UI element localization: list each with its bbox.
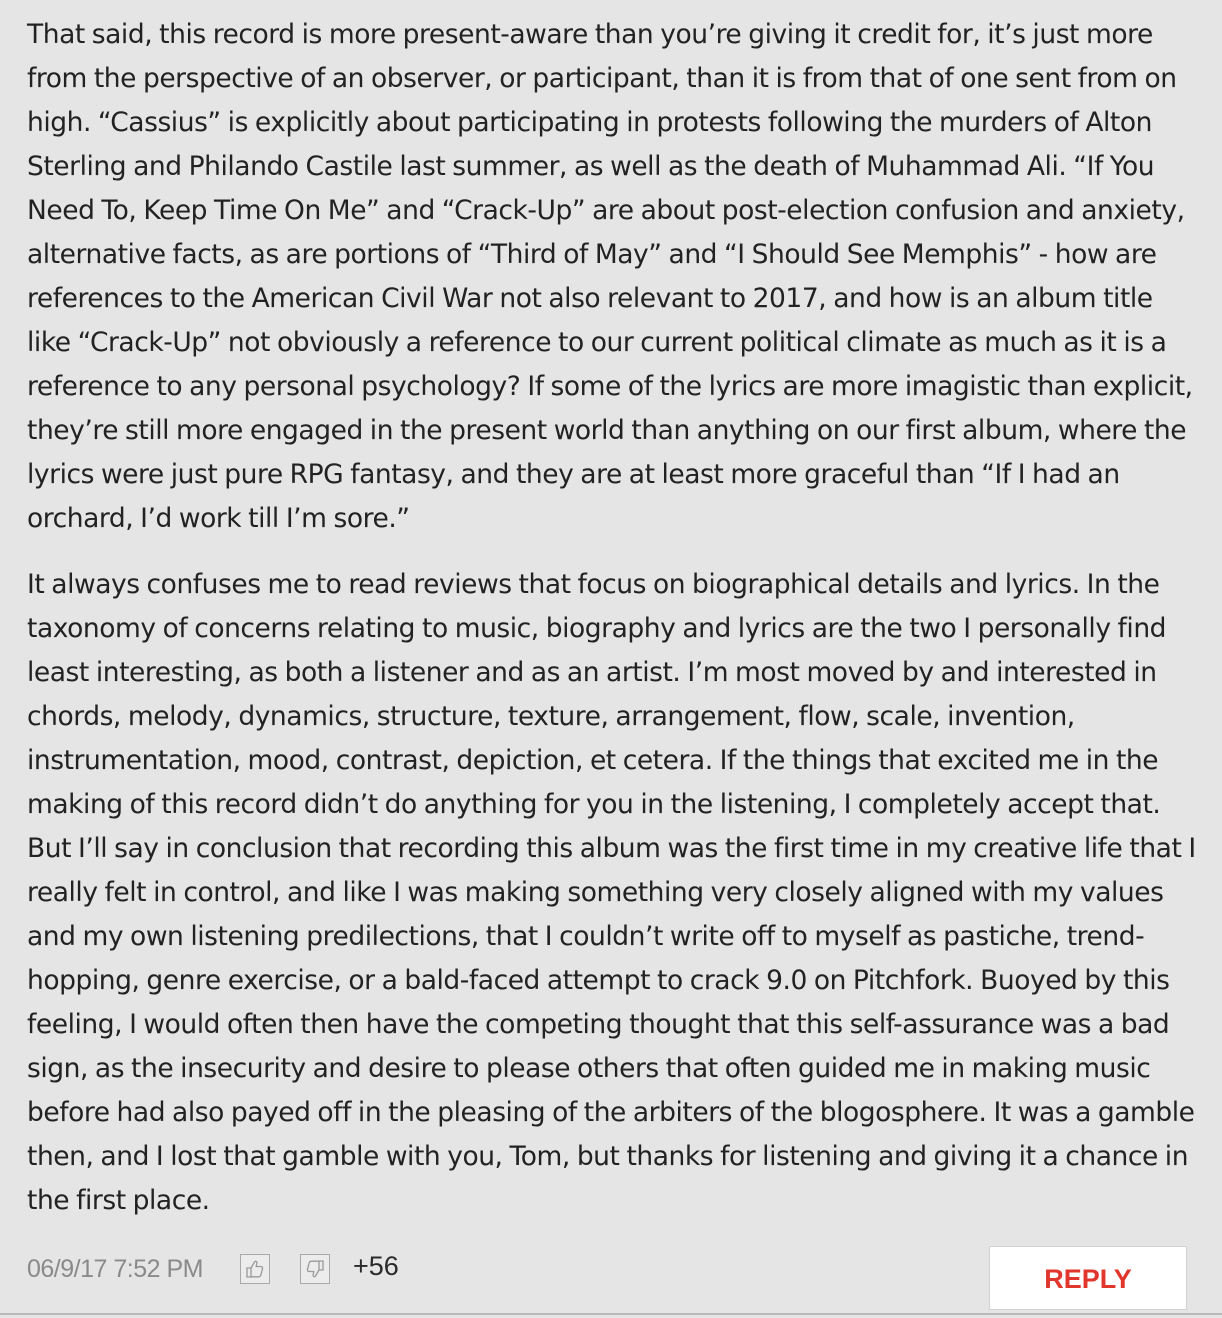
thumbs-up-icon	[243, 1257, 267, 1281]
comment-paragraph-1: That said, this record is more present-aware than you’re giving it credit for, it’s just more from the perspective of an observer, or participant, than it is from that of one sent from on high. “Cassius” is explicitly about participating in protests following the murders of Alton Sterling and Philando Castile last summer, as well as the death of Muhammad Ali. “If You Need To, Keep Time On Me” and “Crack-Up” are about post-election confusion and anxiety, alternative facts, as are portions of “Third of May” and “I Should See Memphis” - how are references to the American Civil War not also relevant to 2017, and how is an album title like “Crack-Up” not obviously a reference to our current political climate as much as it is a reference to any personal psychology? If some of the lyrics are more imagistic than explicit, they’re still more engaged in the present world than anything on our first album, where the lyrics were just pure RPG fantasy, and they are at least more graceful than “If I had an orchard, I’d work till I’m sore.”	[27, 19, 1193, 534]
thumbs-down-icon	[303, 1257, 327, 1281]
comment-body	[27, 13, 1199, 1245]
comment-timestamp: 06/9/17 7:52 PM	[27, 1255, 203, 1283]
downvote-button[interactable]	[300, 1254, 330, 1284]
comment-paragraph-2: It always confuses me to read reviews that focus on biographical details and lyrics. In the taxonomy of concerns relating to music, biography and lyrics are the two I personally find least interesting, as both a listener and as an artist. I’m most moved by and interested in chords, melody, dynamics, structure, texture, arrangement, flow, scale, invention, instrumentation, mood, contrast, depiction, et cetera. If the things that excited me in the making of this record didn’t do anything for you in the listening, I completely accept that. But I’ll say in conclusion that recording this album was the first time in my creative life that I really felt in control, and like I was making something very closely aligned with my values and my own listening predilections, that I couldn’t write off to myself as pastiche, trend-hopping, genre exercise, or a bald-faced attempt to crack 9.0 on Pitchfork. Buoyed by this feeling, I would often then have the competing thought that this self-assurance was a bad sign, as the insecurity and desire to please others that often guided me in making music before had also payed off in the pleasing of the arbiters of the blogosphere. It was a gamble then, and I lost that gamble with you, Tom, but thanks for listening and giving it a chance in the first place.	[27, 569, 1196, 1216]
vote-score: +56	[353, 1251, 399, 1281]
comment-divider	[0, 1313, 1222, 1315]
comment-footer	[27, 1246, 1189, 1310]
upvote-button[interactable]	[240, 1254, 270, 1284]
reply-button[interactable]: REPLY	[989, 1246, 1187, 1310]
